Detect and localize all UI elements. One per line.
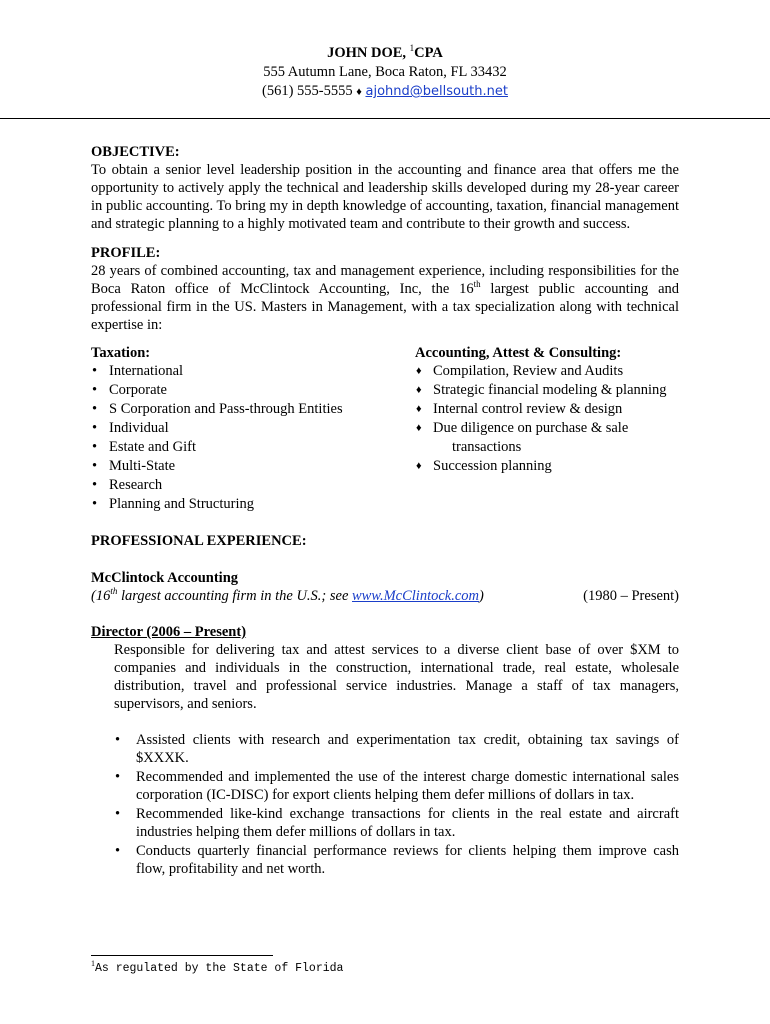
list-item: • Corporate (91, 381, 415, 400)
email-link[interactable]: ajohnd@bellsouth.net (365, 84, 508, 99)
profile-heading: PROFILE: (91, 245, 161, 261)
contact-line (0, 82, 770, 102)
list-item: ♦ Internal control review & design (415, 400, 679, 419)
list-item: • Multi-State (91, 457, 415, 476)
consulting-column (415, 344, 679, 514)
firm-name: McClintock Accounting (91, 570, 239, 586)
phone: (561) 555-5555 (261, 83, 353, 99)
footnote-text: As regulated by the State of Florida (95, 962, 344, 975)
consulting-list (415, 362, 679, 438)
resume-body (91, 143, 679, 879)
experience-heading: PROFESSIONAL EXPERIENCE: (91, 533, 307, 549)
role-title: Director (2006 – Present) (91, 624, 247, 640)
list-item: ♦ Succession planning (415, 457, 679, 476)
footnote (91, 959, 344, 975)
profile-text (91, 262, 679, 334)
address: 555 Autumn Lane, Boca Raton, FL 33432 (263, 64, 507, 80)
list-item: • International (91, 362, 415, 381)
firm-note-mid: largest accounting firm in the U.S.; see (117, 588, 353, 604)
expertise-columns (91, 344, 679, 514)
list-item: • S Corporation and Pass-through Entities (91, 400, 415, 419)
firm-subtitle (91, 587, 679, 605)
objective-text: To obtain a senior level leadership position in the accounting and finance area that offers me the opportunity to actively apply the technical and leadership skills developed during my 28-year career in public accounting. To bring my in depth knowledge of accounting, taxation, financial management and strategic planning to a highly motivated team and contribute to their growth and success. (91, 162, 679, 232)
firm-note-sup: th (110, 586, 118, 597)
firm-note (91, 587, 484, 605)
profile-text-a: 28 years of combined accounting, tax and management experience, including responsibilities for the Boca Raton office of McClintock Accounting, Inc, the 16 (91, 263, 679, 297)
name-line (0, 44, 770, 63)
header-divider (0, 118, 770, 119)
list-item: • Estate and Gift (91, 438, 415, 457)
profile-text-b: largest public accounting and professional firm in the US. Masters in Management, with a tax specialization along with technical expertise in: (91, 281, 680, 333)
list-item: • Individual (91, 419, 415, 438)
candidate-name: JOHN DOE, (327, 45, 407, 61)
achievements-list (91, 731, 679, 878)
firm-dates: (1980 – Present) (583, 588, 679, 604)
list-item: ♦ Due diligence on purchase & sale (415, 419, 679, 438)
profile-text-sup: th (473, 279, 481, 290)
list-item: • Recommended and implemented the use of the interest charge domestic international sales corporation (IC-DISC) for export clients helping them defer millions of dollars in tax. (114, 768, 679, 804)
list-item: • Conducts quarterly financial performance reviews for clients helping them improve cash flow, profitability and net worth. (114, 842, 679, 878)
taxation-list (91, 362, 415, 514)
taxation-heading: Taxation: (91, 345, 151, 361)
consulting-heading: Accounting, Attest & Consulting: (415, 345, 622, 361)
list-item: ♦ Compilation, Review and Audits (415, 362, 679, 381)
objective-heading: OBJECTIVE: (91, 144, 180, 160)
consulting-list-tail (415, 457, 679, 476)
role-description: Responsible for delivering tax and attest services to a diverse client base of over $XM to companies and individuals in the construction, international trade, real estate, wholesale distribution, travel and professional service industries. Manage a staff of tax managers, supervisors, and seniors. (114, 642, 679, 712)
credential: CPA (414, 45, 443, 61)
footnote-marker: 1 (409, 43, 415, 54)
resume-header (0, 44, 770, 102)
footnote-divider (91, 955, 273, 956)
objective-section (91, 143, 679, 233)
taxation-column (91, 344, 415, 514)
firm-note-open: (16 (91, 588, 111, 604)
list-item: • Planning and Structuring (91, 495, 415, 514)
diamond-separator-icon: ♦ (356, 86, 362, 98)
list-item: • Research (91, 476, 415, 495)
firm-website-link[interactable]: www.McClintock.com (352, 588, 480, 604)
profile-section (91, 244, 679, 334)
firm-note-close: ) (479, 588, 484, 604)
list-item: • Recommended like-kind exchange transactions for clients in the real estate and aircraft industries helping them defer millions of dollars in tax. (114, 805, 679, 841)
list-item: • Assisted clients with research and experimentation tax credit, obtaining tax savings of $XXXK. (114, 731, 679, 767)
list-item-continuation: transactions (452, 439, 522, 455)
list-item: ♦ Strategic financial modeling & planning (415, 381, 679, 400)
footnote-number: 1 (91, 959, 95, 969)
